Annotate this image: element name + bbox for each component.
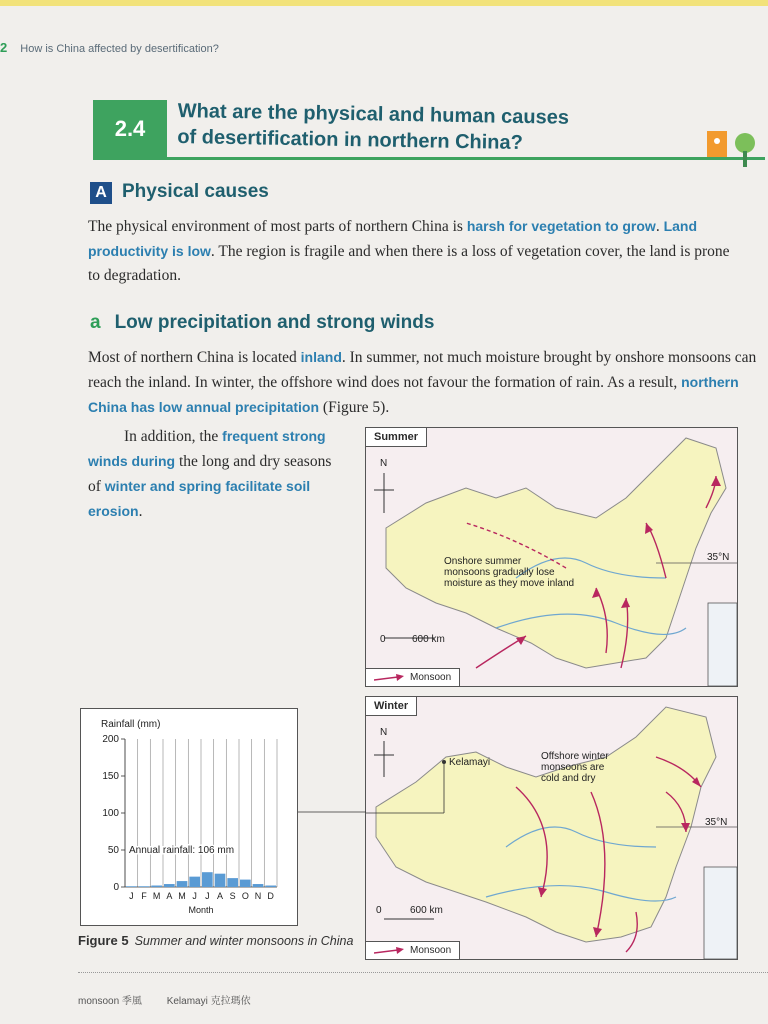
text-run: . (138, 503, 143, 520)
top-color-strip (0, 0, 768, 6)
page-number: 2 (0, 40, 8, 55)
text-run: In addition, the (124, 428, 223, 445)
rainfall-bar (177, 881, 188, 887)
scale-label: 600 km (410, 905, 443, 916)
section-number-badge: 2.4 (93, 100, 167, 158)
text-run: Most of northern China is located (88, 349, 301, 366)
rainfall-bar (227, 878, 238, 887)
figure-caption-text: Summer and winter monsoons in China (134, 934, 354, 948)
place-label: Kelamayi (449, 757, 491, 768)
glossary-term: monsoon 季風 (78, 996, 142, 1007)
keyword: inland (300, 349, 342, 365)
figure-label: Figure 5 (78, 933, 129, 948)
rainfall-chart-svg (81, 709, 297, 925)
x-tick-label: S (229, 891, 236, 901)
rainfall-bar (126, 886, 137, 887)
north-arrow-icon: N (380, 727, 388, 738)
monsoon-arrow-icon (374, 674, 404, 682)
paragraph-inland (88, 345, 760, 420)
text-run: the long and dry seasons of (88, 453, 332, 495)
annotation-line: cold and dry (541, 773, 596, 784)
scale-label: 600 km (412, 634, 445, 645)
heading-low-precipitation (90, 312, 434, 334)
heading-text: Physical causes (122, 181, 269, 202)
x-tick-label: O (241, 891, 249, 901)
y-tick-label: 50 (107, 845, 119, 856)
x-axis-label: Month (188, 905, 214, 915)
monsoon-arrow-icon (374, 947, 404, 955)
annotation-line: Onshore summer (444, 556, 522, 567)
rainfall-bar (151, 886, 162, 887)
glossary-term: Kelamayi 克拉瑪依 (166, 996, 251, 1007)
section-letter-box: A (90, 182, 112, 204)
keyword: winter and spring facilitate soil erosion (88, 478, 311, 519)
text-run: . (655, 218, 664, 235)
rainfall-chart (80, 708, 298, 926)
legend-text: Monsoon (410, 945, 452, 956)
x-tick-label: M (152, 891, 161, 901)
annotation-line: monsoons gradually lose (444, 567, 555, 578)
x-tick-label: J (205, 891, 210, 901)
x-tick-label: F (141, 891, 147, 901)
running-title: How is China affected by desertification? (20, 43, 219, 55)
section-title-line-2: of desertification in northern China? (177, 125, 524, 155)
y-axis-label: Rainfall (mm) (101, 719, 161, 730)
y-tick-label: 0 (113, 882, 119, 893)
summer-label: Summer (365, 427, 427, 447)
section-title-line-1: What are the physical and human causes (177, 99, 570, 129)
legend-text: Monsoon (410, 672, 452, 683)
rainfall-bar (265, 886, 276, 887)
keyword: Land productivity is low (88, 218, 698, 259)
text-run: (Figure 5). (319, 399, 390, 416)
annotation-line: monsoons are (541, 762, 605, 773)
summer-legend (365, 668, 460, 687)
text-run: The physical environment of most parts of northern China is (88, 218, 467, 235)
rainfall-bar (253, 884, 264, 887)
winter-monsoon-map (365, 696, 738, 960)
x-tick-label: M (178, 891, 186, 901)
x-tick-label: D (267, 891, 274, 901)
footnote-divider (78, 972, 768, 973)
figure-caption (78, 932, 358, 950)
heading-physical-causes (90, 181, 269, 204)
winter-map-graphic (366, 697, 737, 959)
paragraph-physical-environment (88, 214, 738, 288)
north-arrow-icon: N (380, 458, 388, 469)
latitude-label: 35°N (707, 552, 730, 563)
rainfall-bar (189, 877, 200, 887)
latitude-label: 35°N (705, 817, 728, 828)
summer-monsoon-map (365, 427, 738, 687)
rainfall-bar (164, 884, 175, 887)
running-header (0, 40, 219, 55)
y-tick-label: 100 (102, 808, 119, 819)
x-tick-label: A (216, 891, 224, 901)
summer-annotation (444, 556, 574, 589)
rainfall-bar (215, 874, 226, 887)
glossary-footnote (78, 992, 273, 1007)
annual-rainfall-annotation: Annual rainfall: 106 mm (129, 845, 235, 856)
annotation-line: Offshore winter (541, 751, 609, 762)
keyword: harsh for vegetation to grow (466, 218, 656, 234)
x-tick-label: A (166, 891, 173, 901)
rainfall-bar (240, 880, 251, 887)
winter-annotation (541, 751, 609, 784)
winter-label: Winter (365, 696, 417, 716)
x-tick-label: N (254, 891, 262, 901)
tree-decoration-icon (705, 127, 757, 169)
rainfall-bar (202, 872, 213, 887)
chart-connector-line (296, 806, 366, 818)
y-tick-label: 200 (102, 734, 119, 745)
keyword: frequent strong winds during (88, 428, 326, 469)
keyword: northern China has low annual precipitation (88, 374, 739, 415)
section-title (177, 98, 698, 159)
paragraph-strong-winds (88, 424, 338, 524)
title-underline (93, 157, 765, 160)
x-tick-label: J (192, 891, 197, 901)
heading-text: Low precipitation and strong winds (114, 312, 435, 333)
y-tick-label: 150 (102, 771, 119, 782)
x-tick-label: J (129, 891, 134, 901)
subsection-letter: a (90, 312, 101, 333)
scale-zero: 0 (380, 634, 386, 645)
text-run: . The region is fragile and when there is a loss of vegetation cover, the land is prone to degradation. (88, 243, 730, 284)
rainfall-bar (139, 886, 150, 887)
winter-legend (365, 941, 460, 960)
annotation-line: moisture as they move inland (444, 578, 575, 589)
scale-zero: 0 (376, 905, 382, 916)
text-run: . In summer, not much moisture brought by onshore monsoons can reach the inland. In winter, the offshore wind does not favour the formation of rain. As a result, (88, 349, 757, 391)
